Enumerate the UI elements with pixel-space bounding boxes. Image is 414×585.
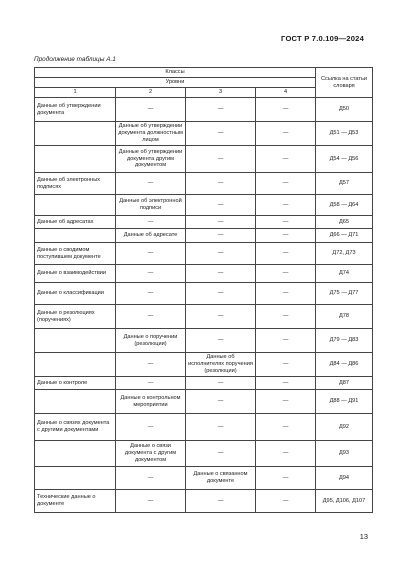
column-number: 1 bbox=[35, 88, 116, 98]
level-1-cell: Данные о сводимом поступившем документе bbox=[35, 243, 116, 265]
level-4-cell: — bbox=[256, 490, 316, 513]
level-2-cell: Данные об электронной подписи bbox=[116, 195, 186, 216]
level-2-cell: — bbox=[116, 243, 186, 265]
level-3-cell: — bbox=[186, 146, 256, 173]
table-row bbox=[35, 353, 373, 377]
table-row bbox=[35, 283, 373, 305]
dictionary-ref-cell: Д95, Д106, Д107 bbox=[316, 490, 373, 513]
level-4-cell: — bbox=[256, 441, 316, 467]
level-2-cell: — bbox=[116, 490, 186, 513]
level-3-cell: — bbox=[186, 414, 256, 441]
level-2-cell: — bbox=[116, 305, 186, 329]
document-code: ГОСТ Р 7.0.109—2024 bbox=[281, 34, 364, 43]
level-4-cell: — bbox=[256, 98, 316, 122]
level-4-cell: — bbox=[256, 329, 316, 353]
table-row bbox=[35, 146, 373, 173]
level-2-cell: Данные о поручении (резолюции) bbox=[116, 329, 186, 353]
level-3-cell: Данные о связанном документе bbox=[186, 467, 256, 490]
level-4-cell: — bbox=[256, 216, 316, 229]
header-dictionary-ref: Ссылка на статьи словаря bbox=[316, 68, 373, 98]
table-row bbox=[35, 467, 373, 490]
dictionary-ref-cell: Д79 — Д83 bbox=[316, 329, 373, 353]
level-3-cell: — bbox=[186, 441, 256, 467]
level-2-cell: Данные об утверждении документа должностным лицом bbox=[116, 122, 186, 146]
dictionary-ref-cell: Д50 bbox=[316, 98, 373, 122]
table-row bbox=[35, 377, 373, 390]
level-1-cell bbox=[35, 467, 116, 490]
table-row bbox=[35, 441, 373, 467]
level-1-cell bbox=[35, 441, 116, 467]
level-3-cell: — bbox=[186, 490, 256, 513]
table-row bbox=[35, 173, 373, 195]
level-4-cell: — bbox=[256, 146, 316, 173]
level-2-cell: — bbox=[116, 467, 186, 490]
level-4-cell: — bbox=[256, 173, 316, 195]
table-row bbox=[35, 490, 373, 513]
level-2-cell: Данные о контрольном мероприятии bbox=[116, 390, 186, 414]
level-1-cell: Данные о резолюциях (поручениях) bbox=[35, 305, 116, 329]
level-3-cell: Данные об исполнителях поручения (резолюции) bbox=[186, 353, 256, 377]
level-2-cell: — bbox=[116, 265, 186, 283]
column-number: 3 bbox=[186, 88, 256, 98]
dictionary-ref-cell: Д93 bbox=[316, 441, 373, 467]
level-4-cell: — bbox=[256, 377, 316, 390]
level-3-cell: — bbox=[186, 265, 256, 283]
dictionary-ref-cell: Д84 — Д86 bbox=[316, 353, 373, 377]
level-1-cell bbox=[35, 122, 116, 146]
level-1-cell: Данные об электронных подписях bbox=[35, 173, 116, 195]
level-1-cell bbox=[35, 353, 116, 377]
table-row bbox=[35, 265, 373, 283]
table-row bbox=[35, 243, 373, 265]
level-2-cell: — bbox=[116, 98, 186, 122]
column-number: 4 bbox=[256, 88, 316, 98]
level-2-cell: — bbox=[116, 414, 186, 441]
level-4-cell: — bbox=[256, 414, 316, 441]
table-row bbox=[35, 329, 373, 353]
level-3-cell: — bbox=[186, 377, 256, 390]
level-1-cell bbox=[35, 329, 116, 353]
dictionary-ref-cell: Д54 — Д56 bbox=[316, 146, 373, 173]
level-3-cell: — bbox=[186, 229, 256, 243]
dictionary-ref-cell: Д75 — Д77 bbox=[316, 283, 373, 305]
level-3-cell: — bbox=[186, 283, 256, 305]
level-4-cell: — bbox=[256, 305, 316, 329]
level-1-cell bbox=[35, 229, 116, 243]
dictionary-ref-cell: Д94 bbox=[316, 467, 373, 490]
level-4-cell: — bbox=[256, 122, 316, 146]
table-header-row bbox=[35, 68, 373, 78]
dictionary-ref-cell: Д72, Д73 bbox=[316, 243, 373, 265]
dictionary-ref-cell: Д74 bbox=[316, 265, 373, 283]
table-row bbox=[35, 305, 373, 329]
level-3-cell: — bbox=[186, 216, 256, 229]
column-number: 2 bbox=[116, 88, 186, 98]
level-2-cell: — bbox=[116, 216, 186, 229]
level-3-cell: — bbox=[186, 195, 256, 216]
level-4-cell: — bbox=[256, 467, 316, 490]
page-number: 13 bbox=[359, 532, 368, 541]
level-1-cell bbox=[35, 146, 116, 173]
level-4-cell: — bbox=[256, 353, 316, 377]
table-row bbox=[35, 122, 373, 146]
level-4-cell: — bbox=[256, 283, 316, 305]
level-1-cell: Данные о классификации bbox=[35, 283, 116, 305]
level-4-cell: — bbox=[256, 229, 316, 243]
dictionary-ref-cell: Д66 — Д71 bbox=[316, 229, 373, 243]
level-1-cell: Технические данные о документе bbox=[35, 490, 116, 513]
table-row bbox=[35, 229, 373, 243]
level-1-cell: Данные о связях документа с другими документами bbox=[35, 414, 116, 441]
level-3-cell: — bbox=[186, 243, 256, 265]
table-row bbox=[35, 414, 373, 441]
dictionary-ref-cell: Д87 bbox=[316, 377, 373, 390]
level-2-cell: — bbox=[116, 173, 186, 195]
level-2-cell: Данные о связи документа с другим документом bbox=[116, 441, 186, 467]
level-2-cell: Данные об утверждении документа другим документом bbox=[116, 146, 186, 173]
table-row bbox=[35, 98, 373, 122]
dictionary-ref-cell: Д51 — Д53 bbox=[316, 122, 373, 146]
table-continuation-note: Продолжение таблицы А.1 bbox=[34, 56, 116, 63]
level-3-cell: — bbox=[186, 173, 256, 195]
header-classes: Классы bbox=[35, 68, 316, 78]
level-3-cell: — bbox=[186, 305, 256, 329]
level-4-cell: — bbox=[256, 243, 316, 265]
level-4-cell: — bbox=[256, 195, 316, 216]
table-row bbox=[35, 390, 373, 414]
table-row bbox=[35, 216, 373, 229]
level-1-cell: Данные об утверждении документа bbox=[35, 98, 116, 122]
level-2-cell: — bbox=[116, 353, 186, 377]
dictionary-ref-cell: Д88 — Д91 bbox=[316, 390, 373, 414]
level-4-cell: — bbox=[256, 265, 316, 283]
level-1-cell: Данные об адресатах bbox=[35, 216, 116, 229]
level-1-cell bbox=[35, 390, 116, 414]
level-1-cell bbox=[35, 195, 116, 216]
level-1-cell: Данные о взаимодействии bbox=[35, 265, 116, 283]
attribute-table bbox=[34, 67, 373, 513]
level-4-cell: — bbox=[256, 390, 316, 414]
level-3-cell: — bbox=[186, 98, 256, 122]
level-3-cell: — bbox=[186, 329, 256, 353]
level-3-cell: — bbox=[186, 390, 256, 414]
table-row bbox=[35, 195, 373, 216]
dictionary-ref-cell: Д57 bbox=[316, 173, 373, 195]
level-2-cell: — bbox=[116, 283, 186, 305]
level-2-cell: Данные об адресате bbox=[116, 229, 186, 243]
dictionary-ref-cell: Д58 — Д64 bbox=[316, 195, 373, 216]
level-3-cell: — bbox=[186, 122, 256, 146]
dictionary-ref-cell: Д78 bbox=[316, 305, 373, 329]
header-levels: Уровни bbox=[35, 78, 316, 88]
dictionary-ref-cell: Д92 bbox=[316, 414, 373, 441]
level-2-cell: — bbox=[116, 377, 186, 390]
level-1-cell: Данные о контроле bbox=[35, 377, 116, 390]
dictionary-ref-cell: Д65 bbox=[316, 216, 373, 229]
